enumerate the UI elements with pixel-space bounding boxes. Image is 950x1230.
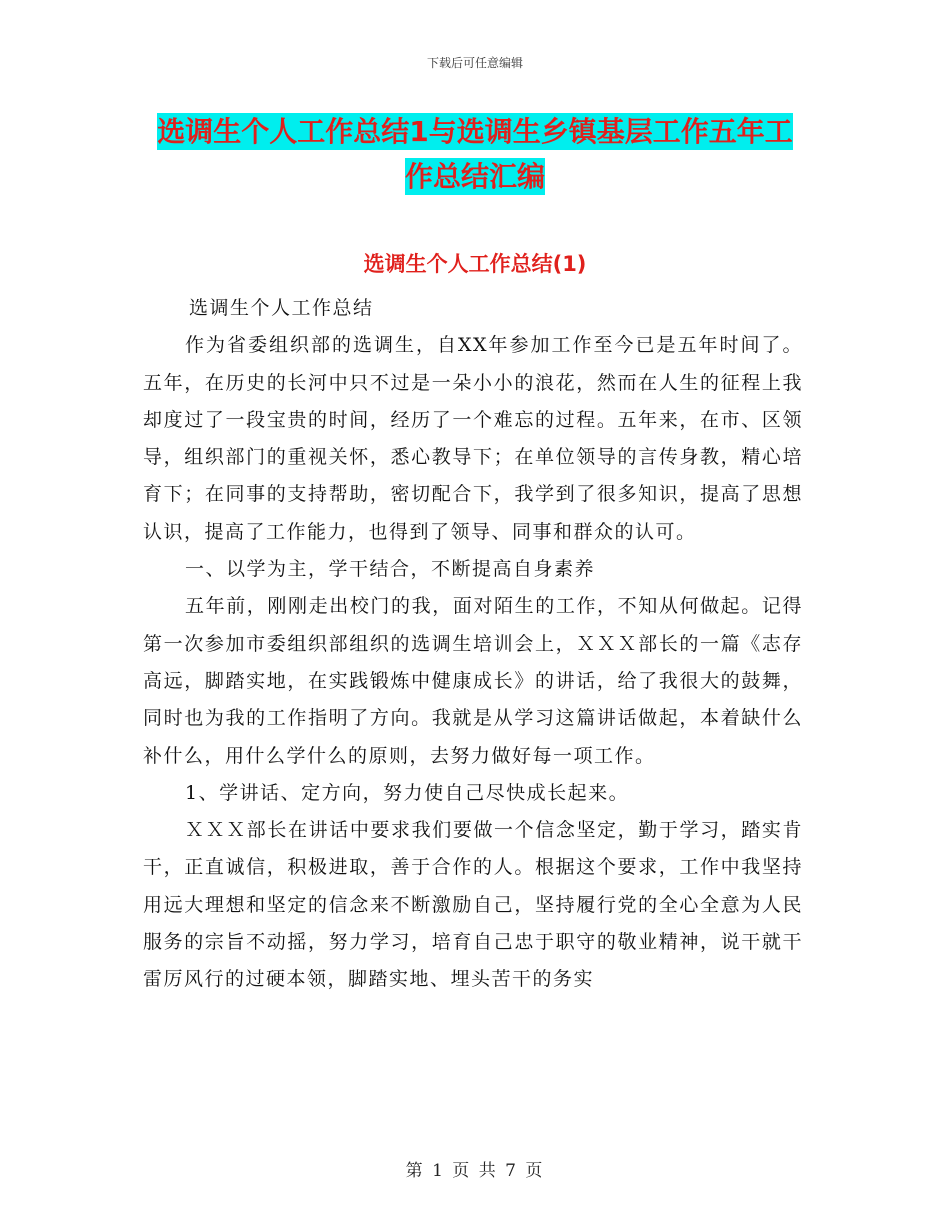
page-number: 第 1 页 共 7 页 (405, 1161, 545, 1181)
document-title-line-2-text: 作总结汇编 (404, 160, 545, 193)
document-title-line-1-text: 选调生个人工作总结1与选调生乡镇基层工作五年工 (157, 115, 793, 148)
section-title: 选调生个人工作总结(1) (363, 252, 587, 276)
paragraph-body-2: ＸＸＸ部长在讲话中要求我们要做一个信念坚定，勤于学习，踏实肯干，正直诚信，积极进取，善于合作的人。根据这个要求，工作中我坚持用远大理想和坚定的信念来不断激励自己，坚持履行党的全心全意为人民服务的宗旨不动摇，努力学习，培育自己忠于职守的敬业精神，说干就干雷厉风行的过硬本领，脚踏实地、埋头苦干的务实 (143, 819, 803, 991)
paragraph-body-1: 五年前，刚刚走出校门的我，面对陌生的工作，不知从何做起。记得第一次参加市委组织部组织的选调生培训会上，ＸＸＸ部长的一篇《志存高远，脚踏实地，在实践锻炼中健康成长》的讲话，给了我很大的鼓舞，同时也为我的工作指明了方向。我就是从学习这篇讲话做起，本着缺什么补什么，用什么学什么的原则，去努力做好每一项工作。 (143, 595, 803, 767)
paragraph-subtitle: 选调生个人工作总结 (189, 297, 374, 319)
paragraph-subheading-1: 1、学讲话、定方向，努力使自己尽快成长起来。 (185, 781, 630, 804)
document-title-line-2 (0, 155, 950, 195)
paragraph-intro: 作为省委组织部的选调生，自XX年参加工作至今已是五年时间了。五年，在历史的长河中只不过是一朵小小的浪花，然而在人生的征程上我却度过了一段宝贵的时间，经历了一个难忘的过程。五年来，在市、区领导，组织部门的重视关怀，悉心教导下；在单位领导的言传身教，精心培育下；在同事的支持帮助，密切配合下，我学到了很多知识，提高了思想认识，提高了工作能力，也得到了领导、同事和群众的认可。 (143, 334, 803, 543)
paragraph-heading-1: 一、以学为主，学干结合，不断提高自身素养 (185, 558, 596, 581)
header-note: 下载后可任意编辑 (426, 56, 523, 70)
document-title-line-1 (0, 110, 950, 150)
document-body (143, 290, 803, 999)
